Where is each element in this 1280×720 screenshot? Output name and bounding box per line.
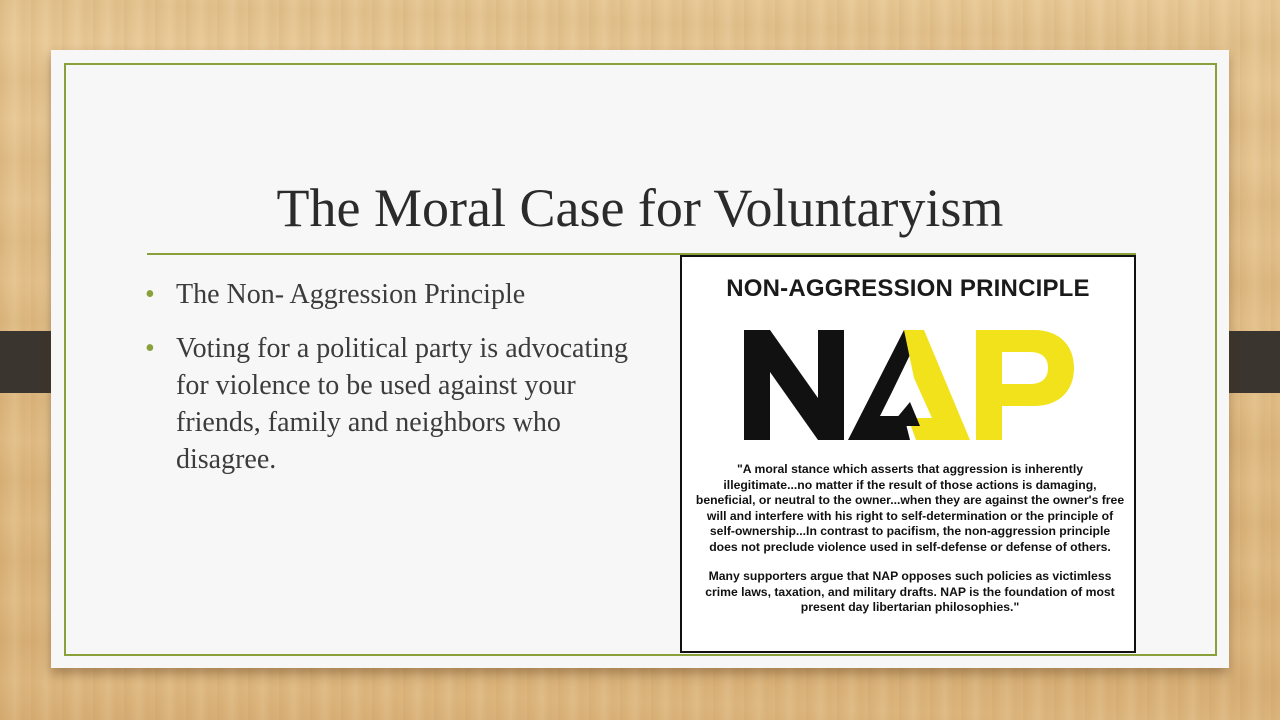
nap-image	[680, 255, 1136, 653]
nap-quote	[694, 462, 1126, 630]
nap-logo-p	[976, 330, 1074, 440]
bullet-dot-icon: •	[145, 333, 155, 364]
nap-heading: NON-AGGRESSION PRINCIPLE	[726, 275, 1090, 302]
bullet-dot-icon: •	[145, 279, 155, 310]
nap-quote-paragraph-1: "A moral stance which asserts that aggression is inherently illegitimate...no matter if the result of those actions is damaging, beneficial, or neutral to the owner...when they are against the owner's free will and interfere with his right to self-determination or the principle of self-ownership...In contrast to pacifism, the non-aggression principle does not preclude violence used in self-defense or defense of others.	[695, 462, 1125, 554]
bullet-item	[145, 276, 645, 313]
bullet-text: The Non- Aggression Principle	[176, 279, 526, 310]
nap-logo	[744, 330, 1074, 440]
nap-quote-paragraph-2: Many supporters argue that NAP opposes such policies as victimless crime laws, taxation, and military drafts. NAP is the foundation of most present day libertarian philosophies."	[705, 569, 1115, 614]
nap-logo-n	[744, 330, 844, 440]
slide-title: The Moral Case for Voluntaryism	[276, 178, 1004, 239]
nap-logo-a-arrow	[890, 402, 920, 426]
bullet-text: Voting for a political party is advocating for violence to be used against your friends, family and neighbors who disagree.	[176, 333, 629, 475]
bullet-item	[145, 330, 645, 478]
bullet-list	[145, 276, 645, 495]
